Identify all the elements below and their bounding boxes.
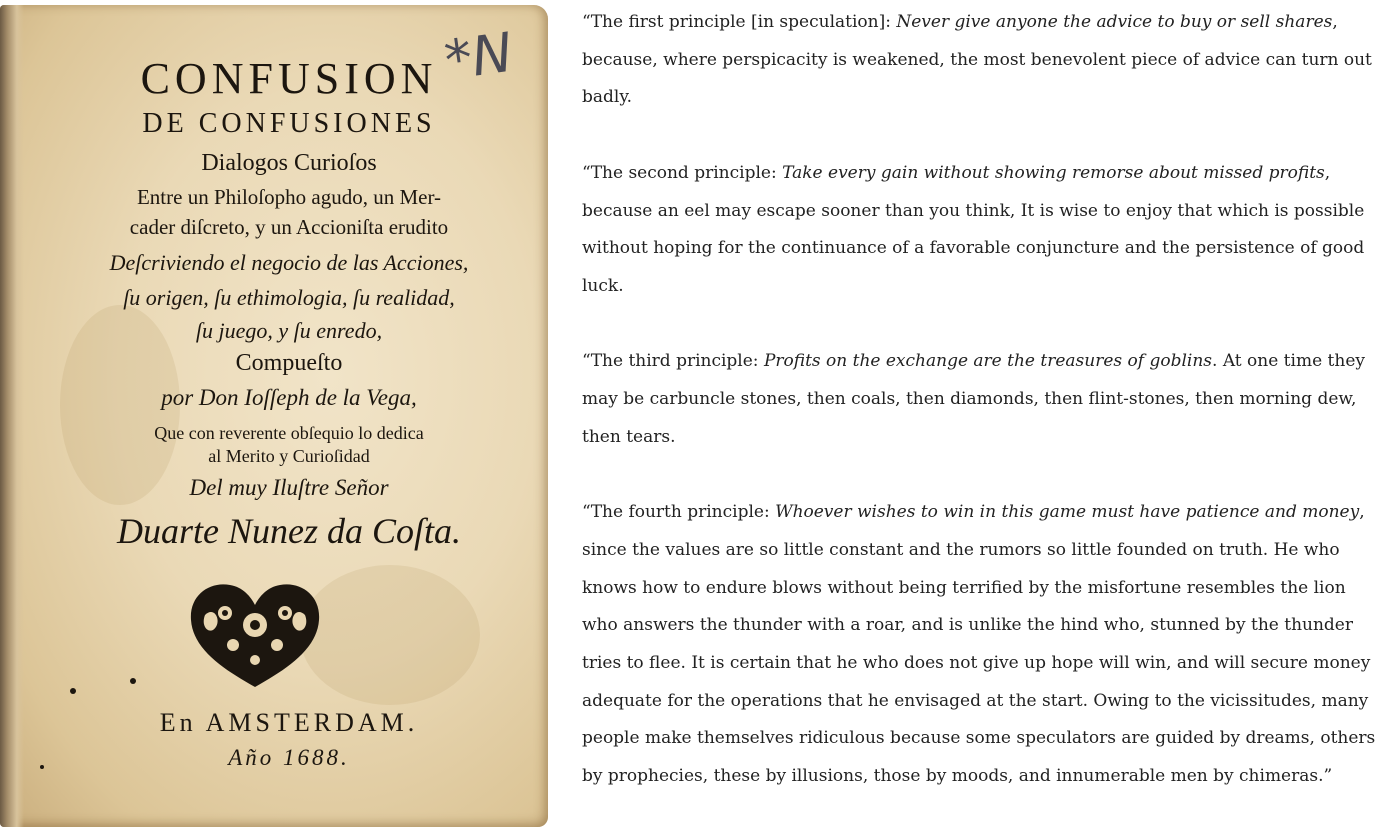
paper-mark — [70, 688, 76, 694]
book-line-cader: cader diſcreto, y un Accioniſta erudito — [129, 215, 449, 239]
principle-emphasis: Profits on the exchange are the treasures of goblins — [763, 351, 1213, 372]
principle-paragraph-2 — [582, 155, 1382, 306]
paper-stain — [300, 565, 480, 705]
principle-text: , because an eel may escape sooner than you think, It is wise to enjoy that which is possible without hoping for the continuance of a favorable conjuncture and the persistence of good luck. — [582, 162, 1365, 296]
book-title: CONFUSION — [140, 54, 438, 103]
principle-paragraph-1 — [582, 4, 1382, 117]
book-line-imprint: En AMSTERDAM. — [159, 708, 419, 737]
book-line-entre: Entre un Philoſopho agudo, un Mer- — [136, 185, 442, 209]
principle-text: , because, where perspicacity is weakened, the most benevolent piece of advice can turn out badly. — [582, 12, 1372, 108]
book-line-dedicatee: Duarte Nunez da Coſta. — [116, 511, 461, 551]
book-line-dialogos: Dialogos Curioſos — [201, 150, 377, 176]
principle-paragraph-4 — [582, 494, 1382, 796]
principle-lead: “The second principle: — [582, 162, 783, 183]
book-line-origen: ſu origen, ſu ethimologia, ſu realidad, — [123, 285, 455, 310]
book-line-compuesto: Compueſto — [235, 350, 343, 376]
book-line-del: Del muy Iluſtre Señor — [189, 475, 389, 500]
book-line-year: Año 1688. — [228, 745, 350, 770]
principle-lead: “The fourth principle: — [582, 502, 776, 523]
quote-column — [582, 4, 1382, 796]
paper-mark — [130, 678, 136, 684]
book-subtitle: DE CONFUSIONES — [142, 108, 436, 139]
principle-lead: “The first principle [in speculation]: — [582, 12, 897, 32]
book-title-page-image — [0, 5, 548, 827]
printer-ornament-icon — [185, 575, 325, 690]
handwritten-annotation: *N — [440, 20, 517, 93]
book-line-juego: ſu juego, y ſu enredo, — [195, 318, 383, 343]
book-spine — [0, 5, 24, 827]
book-line-dedication: Que con reverente obſequio lo dedica — [154, 423, 424, 443]
principle-paragraph-3 — [582, 343, 1382, 456]
principle-emphasis: Whoever wishes to win in this game must have patience and money — [775, 502, 1360, 523]
principle-emphasis: Take every gain without showing remorse about missed profits — [782, 162, 1325, 183]
book-line-merito: al Merito y Curioſidad — [208, 446, 370, 466]
principle-emphasis: Never give anyone the advice to buy or sell shares — [896, 12, 1333, 32]
principle-text: , since the values are so little constant and the rumors so little founded on truth. He who knows how to endure blows without being terrified by the misfortune resembles the lion who answers the thunder with a roar, and is unlike the hind who, stunned by the thunder tries to flee. It is certain that he who does not give up hope will win, and will secure money adequate for the operations that he envisaged at the start. Owing to the vicissitudes, many people make themselves ridiculous because some speculators are guided by dreams, others by prophecies, these by illusions, those by moods, and innumerable men by chimeras.” — [582, 502, 1376, 787]
book-line-describiendo: Deſcriviendo el negocio de las Acciones, — [109, 250, 469, 275]
book-line-author: por Don Ioſſeph de la Vega, — [161, 385, 417, 410]
principle-lead: “The third principle: — [582, 351, 764, 372]
principle-text: . At one time they may be carbuncle stones, then coals, then diamonds, then flint-stones, then morning dew, then tears. — [582, 351, 1365, 447]
